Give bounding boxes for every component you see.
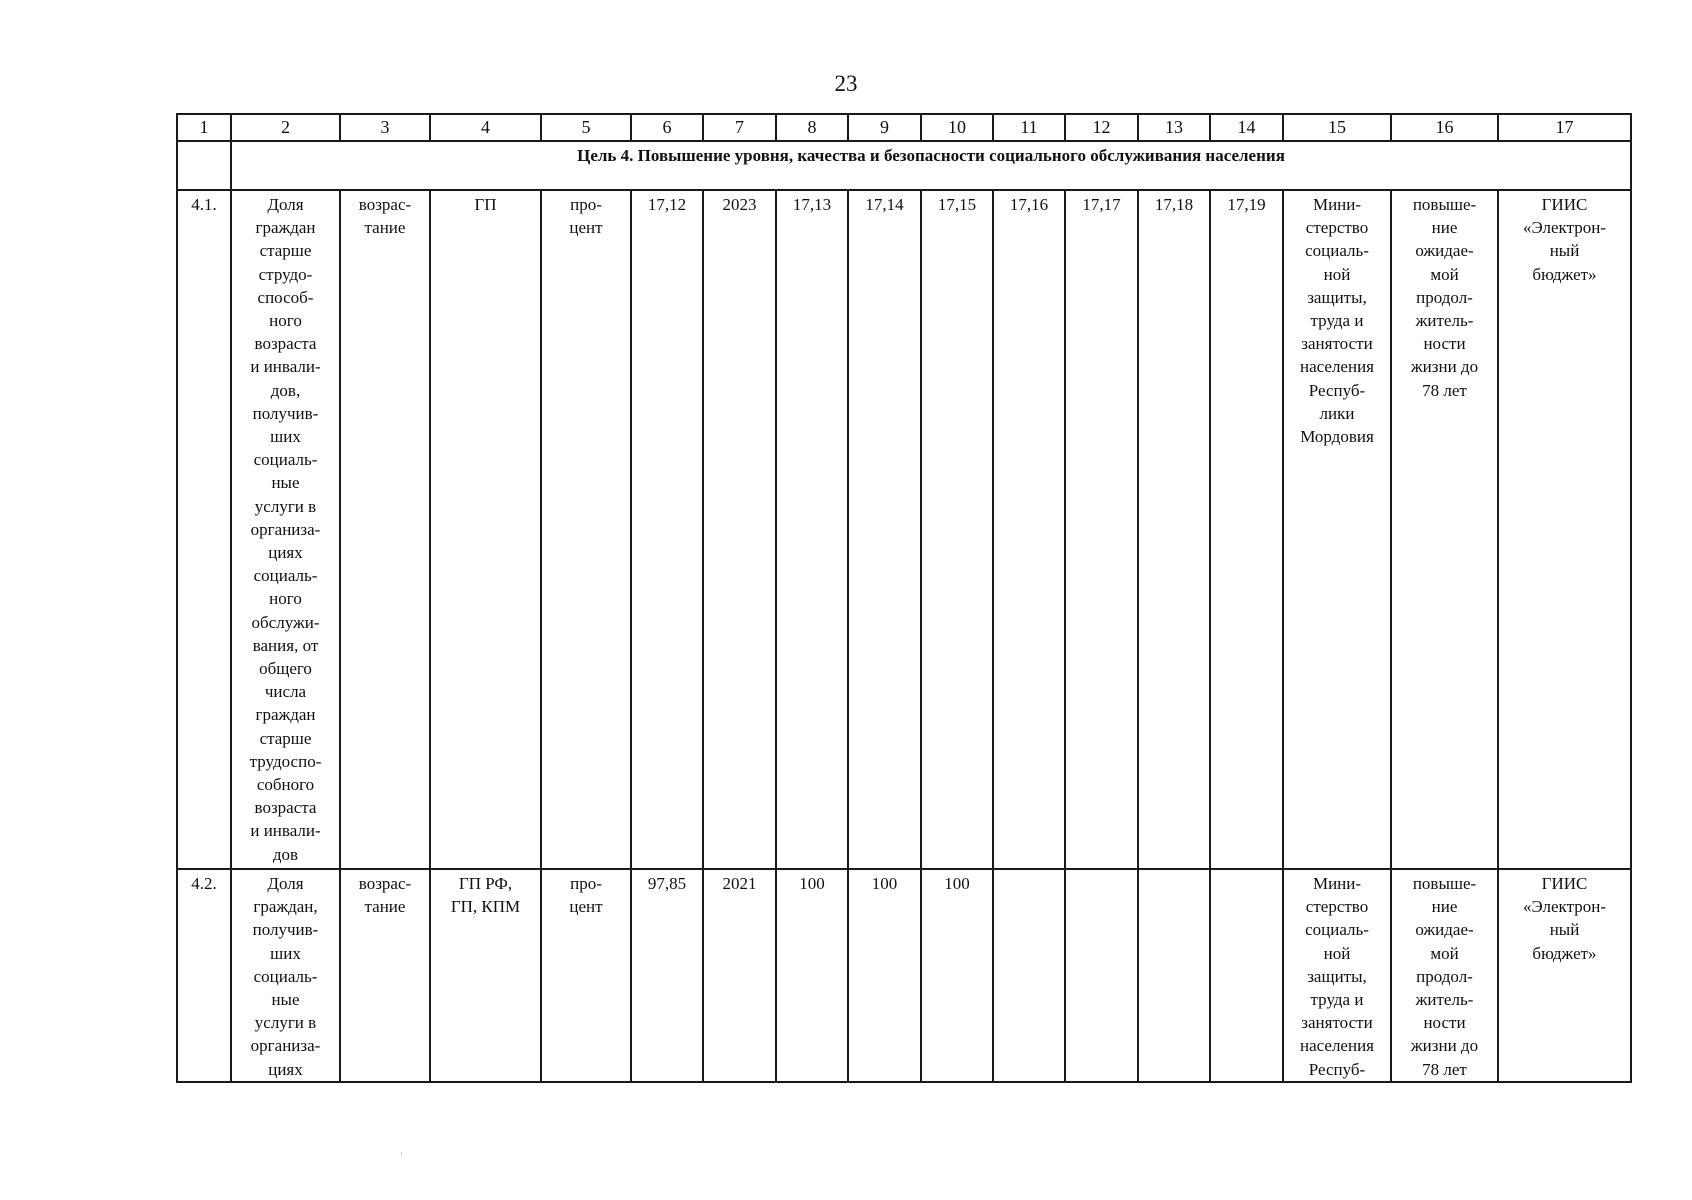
year-value: 17,17	[1065, 190, 1138, 869]
column-number: 17	[1498, 114, 1631, 141]
column-number: 14	[1210, 114, 1283, 141]
column-number: 8	[776, 114, 848, 141]
year-value	[1065, 869, 1138, 1082]
year-value: 17,19	[1210, 190, 1283, 869]
goal-row	[177, 141, 1631, 190]
indicator-name: Доля граждан старше струдо- способ- ного возраста и инвали- дов, получив- ших социаль- ные услуги в организа- циях социаль- ного обслужи- вания, от общего числа граждан старше трудоспо- собного возраста и инвали- дов	[231, 190, 340, 869]
column-number: 3	[340, 114, 430, 141]
base-value: 97,85	[631, 869, 703, 1082]
column-number: 9	[848, 114, 921, 141]
year-value: 17,18	[1138, 190, 1210, 869]
goal-row-empty-cell	[177, 141, 231, 190]
linked-goal: повыше- ние ожидае- мой продол- житель- ности жизни до 78 лет	[1391, 190, 1498, 869]
column-number: 4	[430, 114, 541, 141]
column-number: 1	[177, 114, 231, 141]
indicator-level: ГП	[430, 190, 541, 869]
year-value	[993, 869, 1065, 1082]
base-value: 17,12	[631, 190, 703, 869]
column-number: 13	[1138, 114, 1210, 141]
column-number: 2	[231, 114, 340, 141]
column-number: 15	[1283, 114, 1391, 141]
year-value	[1138, 869, 1210, 1082]
table-row	[177, 190, 1631, 869]
responsible-body: Мини- стерство социаль- ной защиты, труда и занятости населения Респуб- лики Мордовия	[1283, 190, 1391, 869]
year-value: 100	[848, 869, 921, 1082]
page-number: 23	[834, 71, 858, 96]
column-number: 16	[1391, 114, 1498, 141]
year-value: 17,15	[921, 190, 993, 869]
column-number-row	[177, 114, 1631, 141]
information-system: ГИИС «Электрон- ный бюджет»	[1498, 190, 1631, 869]
information-system: ГИИС «Электрон- ный бюджет»	[1498, 869, 1631, 1082]
year-value: 17,14	[848, 190, 921, 869]
column-number: 10	[921, 114, 993, 141]
scan-artifact	[401, 1152, 402, 1156]
indicators-table	[176, 113, 1632, 1083]
table-row	[177, 869, 1631, 1082]
indicator-number: 4.1.	[177, 190, 231, 869]
linked-goal: повыше- ние ожидае- мой продол- житель- ности жизни до 78 лет	[1391, 869, 1498, 1082]
year-value: 100	[776, 869, 848, 1082]
year-value	[1210, 869, 1283, 1082]
column-number: 7	[703, 114, 776, 141]
indicator-trend: возрас- тание	[340, 190, 430, 869]
year-value: 17,13	[776, 190, 848, 869]
year-value: 100	[921, 869, 993, 1082]
column-number: 5	[541, 114, 631, 141]
goal-title: Цель 4. Повышение уровня, качества и безопасности социального обслуживания населения	[231, 141, 1631, 190]
indicator-trend: возрас- тание	[340, 869, 430, 1082]
responsible-body: Мини- стерство социаль- ной защиты, труда и занятости населения Респуб-	[1283, 869, 1391, 1082]
base-year: 2021	[703, 869, 776, 1082]
indicator-unit: про- цент	[541, 190, 631, 869]
indicator-level: ГП РФ, ГП, КПМ	[430, 869, 541, 1082]
year-value: 17,16	[993, 190, 1065, 869]
indicator-unit: про- цент	[541, 869, 631, 1082]
indicator-name: Доля граждан, получив- ших социаль- ные услуги в организа- циях	[231, 869, 340, 1082]
column-number: 12	[1065, 114, 1138, 141]
base-year: 2023	[703, 190, 776, 869]
column-number: 6	[631, 114, 703, 141]
indicator-number: 4.2.	[177, 869, 231, 1082]
column-number: 11	[993, 114, 1065, 141]
